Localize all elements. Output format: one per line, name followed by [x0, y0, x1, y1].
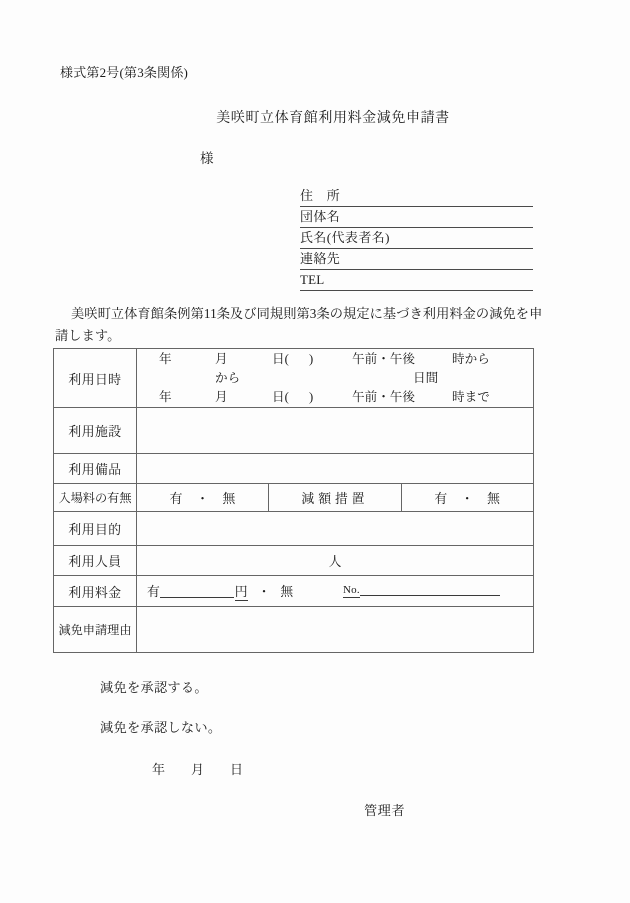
row-label-admission: 入場料の有無	[54, 484, 137, 512]
end-month-label: 月	[215, 390, 228, 404]
fee-separator-dot: ・	[257, 585, 271, 599]
table-row-reason	[54, 607, 534, 653]
table-row-equipment	[54, 454, 534, 484]
datetime-middle-line	[137, 369, 533, 388]
row-label-purpose: 利用目的	[54, 512, 137, 546]
fee-has-label: 有	[147, 585, 160, 599]
page-title: 美咲町立体育館利用料金減免申請書	[216, 111, 450, 126]
signature-month-label: 月	[191, 762, 205, 777]
reduction-measure-label: 減額措置	[269, 484, 401, 512]
purpose-value[interactable]	[137, 512, 534, 546]
start-ampm-label: 午前・午後	[352, 352, 415, 366]
applicant-address-field[interactable]: 住 所	[300, 186, 533, 207]
fee-none-label: 無	[280, 585, 294, 599]
applicant-contact-field[interactable]: 連絡先	[300, 249, 533, 270]
fee-field-group	[137, 576, 533, 606]
table-row-datetime	[54, 349, 534, 408]
datetime-cell[interactable]	[137, 349, 534, 408]
row-label-datetime: 利用日時	[54, 349, 137, 408]
reason-value[interactable]	[137, 607, 534, 653]
datetime-end-line	[137, 388, 533, 407]
row-label-people: 利用人員	[54, 546, 137, 576]
row-label-facility: 利用施設	[54, 408, 137, 454]
receipt-no-input[interactable]	[360, 581, 500, 596]
approve-statement[interactable]: 減免を承認する。	[100, 680, 208, 695]
applicant-tel-field[interactable]: TEL	[300, 270, 533, 291]
start-year-label: 年	[159, 352, 172, 366]
application-table	[53, 348, 534, 653]
row-label-fee: 利用料金	[54, 576, 137, 607]
fee-amount-group	[147, 581, 293, 600]
datetime-start-line	[137, 350, 533, 369]
receipt-no-label: No.	[343, 584, 360, 596]
table-row-fee	[54, 576, 534, 607]
kara-label: から	[215, 371, 241, 385]
equipment-value[interactable]	[137, 454, 534, 484]
facility-value[interactable]	[137, 408, 534, 454]
start-month-label: 月	[215, 352, 228, 366]
table-row-purpose	[54, 512, 534, 546]
addressee-label: 様	[200, 151, 214, 166]
table-row-admission	[54, 484, 534, 512]
table-row-facility	[54, 408, 534, 454]
end-ampm-label: 午前・午後	[352, 390, 415, 404]
statement-paragraph: 美咲町立体育館条例第11条及び同規則第3条の規定に基づき利用料金の減免を申請します。	[55, 306, 543, 343]
receipt-no-group	[343, 581, 500, 598]
fee-amount-input[interactable]	[160, 583, 234, 598]
start-day-label: 日(	[272, 352, 289, 366]
signature-day-label: 日	[230, 762, 244, 777]
applicant-group-field[interactable]: 団体名	[300, 207, 533, 228]
form-number: 様式第2号(第3条関係)	[60, 65, 189, 80]
end-weekday-paren: )	[309, 390, 314, 404]
fee-yen-label: 円	[234, 585, 248, 599]
table-row-people	[54, 546, 534, 576]
start-weekday-paren: )	[309, 352, 314, 366]
reject-statement[interactable]: 減免を承認しない。	[100, 720, 222, 735]
fee-cell[interactable]	[137, 576, 534, 607]
row-label-equipment: 利用備品	[54, 454, 137, 484]
signature-date[interactable]	[152, 759, 243, 778]
reduction-choice[interactable]: 有 ・ 無	[401, 484, 533, 512]
datetime-field-group	[137, 349, 533, 407]
end-day-label: 日(	[272, 390, 289, 404]
signature-year-label: 年	[152, 762, 166, 777]
admission-choice[interactable]: 有 ・ 無	[137, 484, 269, 512]
end-year-label: 年	[159, 390, 172, 404]
applicant-name-field[interactable]: 氏名(代表者名)	[300, 228, 533, 249]
row-label-reason: 減免申請理由	[54, 607, 137, 653]
end-time-label: 時まで	[452, 390, 490, 404]
manager-label: 管理者	[364, 803, 406, 818]
days-label: 日間	[413, 371, 439, 385]
start-time-label: 時から	[452, 352, 490, 366]
people-unit-label[interactable]: 人	[137, 546, 534, 576]
applicant-block	[300, 186, 533, 291]
